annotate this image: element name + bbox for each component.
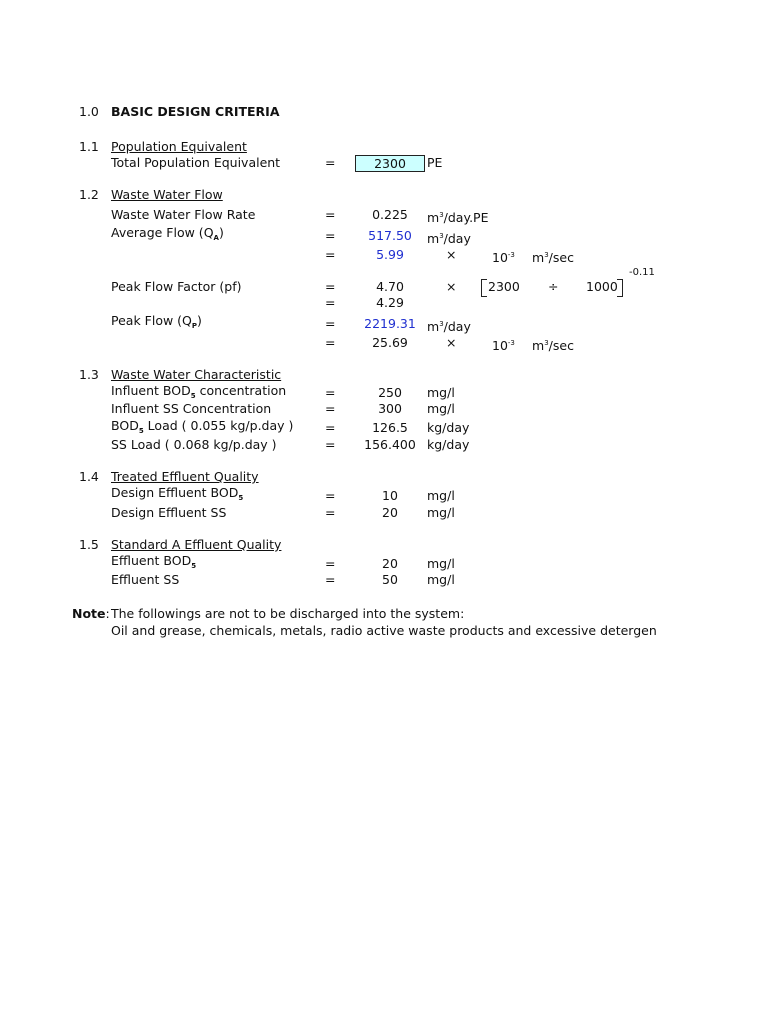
peak-flow-power: $10^{-3}$ <box>492 338 515 353</box>
equals-sign: = <box>325 228 336 243</box>
equals-sign: = <box>325 420 336 435</box>
design-effluent-ss-unit: mg/l <box>427 505 455 520</box>
section-1-4-number: 1.4 <box>79 469 99 484</box>
standard-effluent-bod-unit: mg/l <box>427 556 455 571</box>
flow-rate-label: Waste Water Flow Rate <box>111 207 256 222</box>
peak-factor-divisor: 1000 <box>586 279 618 294</box>
page-title: BASIC DESIGN CRITERIA <box>111 104 280 119</box>
design-effluent-ss-label: Design Effluent SS <box>111 505 227 520</box>
average-flow-power: $10^{-3}$ <box>492 250 515 265</box>
design-effluent-bod-label: Design Effluent $BOD_5$ <box>111 485 244 502</box>
times-sign: × <box>446 335 457 350</box>
influent-ss-label: Influent SS Concentration <box>111 401 272 416</box>
note-label: Note: <box>72 606 110 621</box>
section-1-1-number: 1.1 <box>79 139 99 154</box>
equals-sign: = <box>325 207 336 222</box>
equals-sign: = <box>325 505 336 520</box>
section-1-5-number: 1.5 <box>79 537 99 552</box>
equals-sign: = <box>325 316 336 331</box>
equals-sign: = <box>325 279 336 294</box>
equals-sign: = <box>325 385 336 400</box>
bod-load-unit: kg/day <box>427 420 470 435</box>
section-1-3-number: 1.3 <box>79 367 99 382</box>
peak-factor-pe: 2300 <box>488 279 520 294</box>
influent-ss-value: 300 <box>378 401 402 416</box>
average-flow-label: Average Flow $(Q_A)$ <box>111 225 224 242</box>
influent-bod-label: Influent $BOD_5$ concentration <box>111 383 287 400</box>
equals-sign: = <box>325 335 336 350</box>
peak-flow-value: 2219.31 <box>364 316 416 331</box>
standard-effluent-ss-value: 50 <box>382 572 398 587</box>
equals-sign: = <box>325 247 336 262</box>
peak-flow-label: Peak Flow $(Q_P)$ <box>111 313 202 330</box>
peak-factor-value: 4.70 <box>376 279 404 294</box>
section-1-1-title: Population Equivalent <box>111 139 247 154</box>
average-flow-unit: $m^3$/day <box>427 231 471 246</box>
section-1-4-title: Treated Effluent Quality <box>111 469 259 484</box>
equals-sign: = <box>325 572 336 587</box>
equals-sign: = <box>325 295 336 310</box>
design-effluent-bod-value: 10 <box>382 488 398 503</box>
influent-bod-unit: mg/l <box>427 385 455 400</box>
ss-load-value: 156.400 <box>364 437 416 452</box>
section-1-0-number: 1.0 <box>79 104 99 119</box>
flow-rate-unit: $m^3/day.PE$ <box>427 210 489 225</box>
standard-effluent-ss-unit: mg/l <box>427 572 455 587</box>
ss-load-unit: kg/day <box>427 437 470 452</box>
average-flow-sec-value: 5.99 <box>376 247 404 262</box>
peak-factor-label: Peak Flow Factor (pf) <box>111 279 242 294</box>
left-bracket <box>481 279 487 297</box>
influent-ss-unit: mg/l <box>427 401 455 416</box>
design-effluent-ss-value: 20 <box>382 505 398 520</box>
times-sign: × <box>446 247 457 262</box>
times-sign: × <box>446 279 457 294</box>
standard-effluent-bod-label: Effluent $BOD_5$ <box>111 553 197 570</box>
equals-sign: = <box>325 437 336 452</box>
total-pe-unit: PE <box>427 155 443 170</box>
peak-flow-sec-value: 25.69 <box>372 335 408 350</box>
total-pe-input[interactable]: 2300 <box>355 155 425 172</box>
ss-load-label: SS Load ( 0.068 kg/p.day ) <box>111 437 277 452</box>
bod-load-label: $BOD_5$ Load ( 0.055 kg/p.day ) <box>111 418 294 435</box>
peak-factor-result: 4.29 <box>376 295 404 310</box>
standard-effluent-ss-label: Effluent SS <box>111 572 180 587</box>
right-bracket <box>617 279 623 297</box>
equals-sign: = <box>325 488 336 503</box>
section-1-2-number: 1.2 <box>79 187 99 202</box>
note-line-1: The followings are not to be discharged into the system: <box>111 606 465 621</box>
divide-sign: ÷ <box>548 279 559 294</box>
peak-flow-unit: $m^3$/day <box>427 319 471 334</box>
section-1-2-title: Waste Water Flow <box>111 187 223 202</box>
note-line-2: Oil and grease, chemicals, metals, radio active waste products and excessive detergen <box>111 623 657 638</box>
flow-rate-value: 0.225 <box>372 207 408 222</box>
average-flow-value: 517.50 <box>368 228 412 243</box>
peak-flow-sec-unit: $m^3/\sec$ <box>532 338 574 353</box>
equals-sign: = <box>325 556 336 571</box>
bod-load-value: 126.5 <box>372 420 408 435</box>
total-pe-label: Total Population Equivalent <box>111 155 281 170</box>
influent-bod-value: 250 <box>378 385 402 400</box>
equals-sign: = <box>325 155 336 170</box>
standard-effluent-bod-value: 20 <box>382 556 398 571</box>
section-1-5-title: Standard A Effluent Quality <box>111 537 282 552</box>
design-effluent-bod-unit: mg/l <box>427 488 455 503</box>
equals-sign: = <box>325 401 336 416</box>
section-1-3-title: Waste Water Characteristic <box>111 367 282 382</box>
average-flow-sec-unit: $m^3/\sec$ <box>532 250 574 265</box>
peak-factor-exponent: -0.11 <box>629 267 655 278</box>
